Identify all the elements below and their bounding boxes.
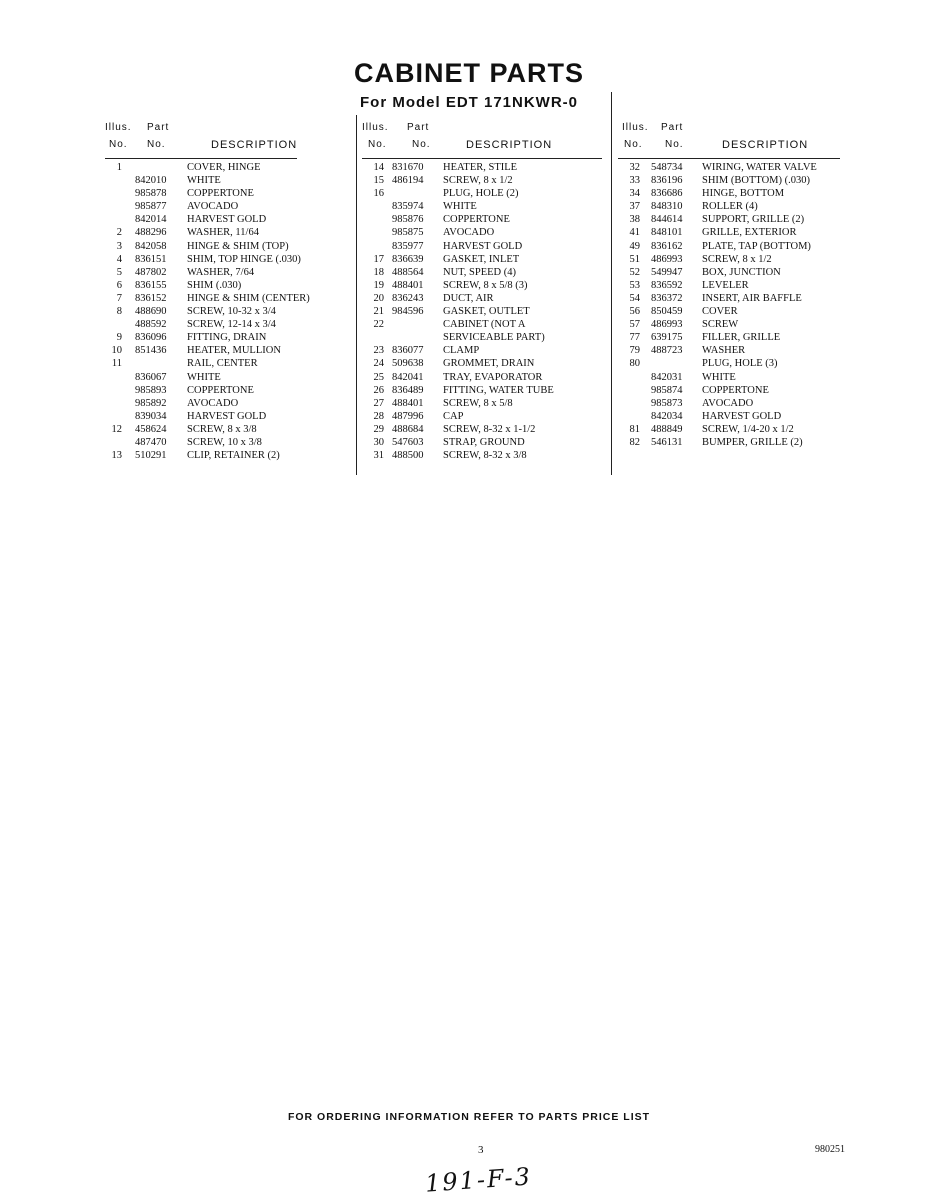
part-description: WHITE	[702, 371, 736, 383]
part-description: SHIM (BOTTOM) (.030)	[702, 175, 811, 187]
part-description: PLUG, HOLE (3)	[702, 358, 778, 370]
illus-number: 20	[373, 292, 384, 304]
part-number: 548734	[651, 162, 683, 173]
part-number: 488564	[392, 266, 424, 278]
part-number: 850459	[651, 306, 683, 318]
table-row	[105, 358, 297, 371]
table-row	[105, 345, 297, 358]
part-number: 487470	[135, 436, 167, 448]
part-description: WIRING, WATER VALVE	[702, 162, 817, 173]
part-description: SCREW	[702, 319, 739, 331]
table-row	[618, 227, 840, 240]
illus-number: 27	[373, 397, 384, 409]
illus-number: 18	[373, 266, 384, 278]
part-description: SCREW, 8-32 x 3/8	[443, 450, 527, 462]
part-description: PLUG, HOLE (2)	[443, 188, 519, 200]
part-description: AVOCADO	[443, 227, 495, 239]
part-number: 839034	[135, 410, 167, 422]
table-row	[618, 267, 840, 280]
table-row	[362, 398, 602, 411]
part-description: AVOCADO	[187, 397, 239, 409]
illus-number: 2	[116, 227, 122, 239]
part-description: SCREW, 8 x 5/8 (3)	[443, 279, 528, 291]
model-subtitle: For Model EDT 171NKWR-0	[360, 94, 579, 111]
part-number: 848310	[651, 201, 683, 213]
part-number: 639175	[651, 332, 683, 344]
table-row	[105, 280, 297, 293]
part-description: CLAMP	[443, 345, 480, 357]
part-number: 488401	[392, 279, 424, 291]
part-number: 488723	[651, 345, 683, 357]
table-row	[362, 227, 602, 240]
handwritten-note: 191-F-3	[424, 1162, 533, 1198]
part-number: 851436	[135, 345, 167, 357]
part-description: SERVICEABLE PART)	[443, 332, 545, 344]
table-row	[362, 188, 602, 201]
table-row	[105, 450, 297, 463]
part-description: BUMPER, GRILLE (2)	[702, 436, 803, 448]
part-number: 831670	[392, 162, 424, 173]
part-description: WASHER	[702, 345, 746, 357]
table-row	[105, 175, 297, 188]
part-description: HARVEST GOLD	[702, 410, 782, 422]
illus-number: 25	[373, 371, 384, 383]
column-header	[618, 122, 840, 159]
table-row	[362, 293, 602, 306]
part-description: COVER, HINGE	[187, 162, 261, 173]
illus-number: 34	[629, 188, 640, 200]
table-row	[105, 214, 297, 227]
illus-number: 49	[629, 240, 640, 252]
part-number: 486993	[651, 319, 683, 331]
table-row	[362, 306, 602, 319]
parts-column-3	[618, 122, 840, 450]
table-row	[105, 267, 297, 280]
part-description: CAP	[443, 410, 464, 422]
part-description: SHIM (.030)	[187, 279, 242, 291]
header-description: DESCRIPTION	[722, 139, 809, 151]
illus-number: 53	[629, 279, 640, 291]
part-number: 844614	[651, 214, 683, 226]
part-number: 835977	[392, 240, 424, 252]
table-row	[362, 385, 602, 398]
part-description: TRAY, EVAPORATOR	[443, 371, 543, 383]
part-description: WASHER, 11/64	[187, 227, 259, 239]
part-number: 985874	[651, 384, 683, 396]
part-number: 488500	[392, 450, 424, 462]
table-row	[362, 372, 602, 385]
part-description: COPPERTONE	[702, 384, 769, 396]
illus-number: 37	[629, 201, 640, 213]
part-description: SCREW, 12-14 x 3/4	[187, 319, 276, 331]
part-number: 842010	[135, 175, 167, 187]
part-number: 486194	[392, 175, 424, 187]
part-number: 488296	[135, 227, 167, 239]
table-row	[362, 201, 602, 214]
illus-number: 33	[629, 175, 640, 187]
header-part: Part	[661, 122, 684, 133]
header-illus: Illus.	[362, 122, 389, 133]
table-row	[105, 385, 297, 398]
illus-number: 6	[116, 279, 122, 291]
part-number: 985873	[651, 397, 683, 409]
part-description: ROLLER (4)	[702, 201, 758, 213]
table-row	[362, 358, 602, 371]
column-divider-right	[611, 92, 612, 475]
illus-number: 51	[629, 253, 640, 265]
table-row	[618, 398, 840, 411]
illus-number: 29	[373, 423, 384, 435]
illus-number: 7	[116, 292, 122, 304]
part-description: SCREW, 8 x 1/2	[443, 175, 513, 187]
table-row	[105, 319, 297, 332]
table-row	[105, 398, 297, 411]
part-number: 836155	[135, 279, 167, 291]
illus-number: 11	[111, 358, 122, 370]
part-description: FITTING, WATER TUBE	[443, 384, 554, 396]
part-number: 985893	[135, 384, 167, 396]
table-row	[362, 411, 602, 424]
illus-number: 9	[116, 332, 122, 344]
illus-number: 79	[629, 345, 640, 357]
part-description: FILLER, GRILLE	[702, 332, 781, 344]
header-part: Part	[147, 122, 170, 133]
illus-number: 24	[373, 358, 384, 370]
illus-number: 82	[629, 436, 640, 448]
column-divider-left	[356, 115, 357, 475]
part-description: NUT, SPEED (4)	[443, 266, 517, 278]
part-number: 547603	[392, 436, 424, 448]
part-number: 836096	[135, 332, 167, 344]
illus-number: 52	[629, 266, 640, 278]
table-row	[618, 188, 840, 201]
part-number: 842058	[135, 240, 167, 252]
illus-number: 14	[373, 162, 384, 173]
part-description: INSERT, AIR BAFFLE	[702, 292, 802, 304]
header-part-no: No.	[147, 139, 166, 150]
header-part-no: No.	[412, 139, 431, 150]
column-header	[105, 122, 297, 159]
illus-number: 12	[111, 423, 122, 435]
part-description: GRILLE, EXTERIOR	[702, 227, 797, 239]
part-description: SCREW, 8 x 3/8	[187, 423, 257, 435]
part-number: 486993	[651, 253, 683, 265]
table-row	[362, 267, 602, 280]
part-number: 985876	[392, 214, 424, 226]
table-row	[618, 319, 840, 332]
part-description: COPPERTONE	[443, 214, 510, 226]
illus-number: 19	[373, 279, 384, 291]
table-row	[618, 372, 840, 385]
part-number: 510291	[135, 450, 167, 462]
illus-number: 22	[373, 319, 384, 331]
part-number: 487996	[392, 410, 424, 422]
part-description: AVOCADO	[702, 397, 754, 409]
table-row	[618, 201, 840, 214]
page-number: 3	[478, 1144, 484, 1156]
header-part: Part	[407, 122, 430, 133]
table-row	[105, 162, 297, 175]
table-row	[105, 188, 297, 201]
part-description: SUPPORT, GRILLE (2)	[702, 214, 805, 226]
table-row	[618, 385, 840, 398]
part-number: 836196	[651, 175, 683, 187]
part-description: WHITE	[443, 201, 477, 213]
page-title: CABINET PARTS	[353, 58, 584, 88]
table-row	[362, 280, 602, 293]
table-row	[618, 280, 840, 293]
illus-number: 41	[629, 227, 640, 239]
part-number: 835974	[392, 201, 424, 213]
part-description: COPPERTONE	[187, 188, 254, 200]
illus-number: 77	[629, 332, 640, 344]
part-description: SCREW, 8 x 1/2	[702, 253, 772, 265]
part-description: SCREW, 10-32 x 3/4	[187, 306, 276, 318]
part-number: 488684	[392, 423, 424, 435]
part-number: 836243	[392, 292, 424, 304]
part-number: 487802	[135, 266, 167, 278]
table-row	[618, 162, 840, 175]
header-description: DESCRIPTION	[466, 139, 553, 151]
part-description: SCREW, 1/4-20 x 1/2	[702, 423, 794, 435]
part-description: FITTING, DRAIN	[187, 332, 267, 344]
part-description: WHITE	[187, 175, 221, 187]
illus-number: 57	[629, 319, 640, 331]
part-description: CABINET (NOT A	[443, 319, 526, 331]
part-description: HINGE & SHIM (TOP)	[187, 240, 289, 252]
table-row	[105, 292, 310, 306]
table-row	[618, 241, 840, 254]
part-description: HINGE & SHIM (CENTER)	[187, 292, 310, 304]
table-row	[618, 411, 840, 424]
table-row	[105, 306, 297, 319]
part-number: 836639	[392, 253, 424, 265]
part-number: 842034	[651, 410, 683, 422]
table-row	[105, 332, 297, 345]
table-row	[362, 332, 602, 345]
part-description: BOX, JUNCTION	[702, 266, 781, 278]
table-row	[362, 254, 602, 267]
part-number: 836067	[135, 371, 167, 383]
table-row	[618, 345, 840, 358]
illus-number: 81	[629, 423, 640, 435]
part-number: 848101	[651, 227, 683, 239]
parts-column-1	[105, 122, 310, 463]
part-number: 985878	[135, 188, 167, 200]
table-row	[618, 437, 840, 450]
parts-column-2	[362, 122, 602, 463]
illus-number: 16	[373, 188, 384, 200]
table-row	[618, 358, 840, 371]
part-description: HEATER, MULLION	[187, 345, 281, 357]
part-description: GROMMET, DRAIN	[443, 358, 535, 370]
illus-number: 21	[373, 306, 384, 318]
illus-number: 28	[373, 410, 384, 422]
table-row	[362, 424, 602, 437]
part-number: 836151	[135, 253, 167, 265]
illus-number: 1	[116, 162, 122, 173]
illus-number: 3	[116, 240, 122, 252]
part-number: 836686	[651, 188, 683, 200]
part-number: 842014	[135, 214, 167, 226]
part-description: CLIP, RETAINER (2)	[187, 450, 280, 462]
part-number: 836592	[651, 279, 683, 291]
part-number: 488849	[651, 423, 683, 435]
illus-number: 8	[116, 306, 122, 318]
part-description: WHITE	[187, 371, 221, 383]
table-row	[362, 241, 602, 254]
part-description: HARVEST GOLD	[187, 410, 267, 422]
table-row	[618, 175, 840, 188]
part-description: SHIM, TOP HINGE (.030)	[187, 253, 301, 265]
part-description: PLATE, TAP (BOTTOM)	[702, 240, 811, 252]
header-part-no: No.	[665, 139, 684, 150]
table-row	[105, 411, 297, 424]
header-illus-no: No.	[368, 139, 387, 150]
illus-number: 15	[373, 175, 384, 187]
part-description: AVOCADO	[187, 201, 239, 213]
header-illus: Illus.	[622, 122, 649, 133]
part-description: HEATER, STILE	[443, 162, 518, 173]
header-description: DESCRIPTION	[211, 139, 298, 151]
part-number: 842041	[392, 371, 424, 383]
table-row	[362, 450, 602, 463]
table-row	[362, 214, 602, 227]
part-number: 458624	[135, 423, 167, 435]
table-row	[618, 293, 840, 306]
illus-number: 31	[373, 450, 384, 462]
table-row	[362, 319, 602, 332]
part-number: 488592	[135, 319, 167, 331]
illus-number: 30	[373, 436, 384, 448]
document-number: 980251	[815, 1144, 845, 1155]
table-row	[618, 254, 840, 267]
part-number: 985875	[392, 227, 424, 239]
part-number: 546131	[651, 436, 683, 448]
header-illus: Illus.	[105, 122, 132, 133]
table-row	[618, 306, 840, 319]
part-description: COPPERTONE	[187, 384, 254, 396]
part-number: 549947	[651, 266, 683, 278]
table-row	[105, 201, 297, 214]
illus-number: 38	[629, 214, 640, 226]
part-number: 985877	[135, 201, 167, 213]
illus-number: 5	[116, 266, 122, 278]
header-illus-no: No.	[624, 139, 643, 150]
illus-number: 80	[629, 358, 640, 370]
part-number: 836489	[392, 384, 424, 396]
table-row	[362, 345, 602, 358]
table-row	[105, 372, 297, 385]
illus-number: 32	[629, 162, 640, 173]
part-number: 836372	[651, 292, 683, 304]
part-description: LEVELER	[702, 279, 749, 291]
part-number: 488401	[392, 397, 424, 409]
illus-number: 23	[373, 345, 384, 357]
table-row	[105, 253, 301, 267]
part-number: 509638	[392, 358, 424, 370]
part-number: 488690	[135, 306, 167, 318]
part-number: 985892	[135, 397, 167, 409]
part-number: 836152	[135, 292, 167, 304]
illus-number: 56	[629, 306, 640, 318]
part-number: 842031	[651, 371, 683, 383]
table-row	[105, 424, 297, 437]
part-description: STRAP, GROUND	[443, 436, 525, 448]
part-description: GASKET, INLET	[443, 253, 520, 265]
part-number: 836162	[651, 240, 683, 252]
illus-number: 10	[111, 345, 122, 357]
part-number: 836077	[392, 345, 424, 357]
part-description: HARVEST GOLD	[443, 240, 523, 252]
illus-number: 17	[373, 253, 384, 265]
part-description: WASHER, 7/64	[187, 266, 255, 278]
part-description: GASKET, OUTLET	[443, 306, 530, 318]
table-row	[618, 332, 840, 345]
part-description: HINGE, BOTTOM	[702, 188, 785, 200]
part-description: RAIL, CENTER	[187, 358, 258, 370]
part-description: HARVEST GOLD	[187, 214, 267, 226]
table-row	[618, 214, 840, 227]
part-description: DUCT, AIR	[443, 292, 494, 304]
part-description: COVER	[702, 306, 738, 318]
illus-number: 54	[629, 292, 640, 304]
table-row	[618, 424, 840, 437]
table-row	[362, 175, 602, 188]
ordering-note: FOR ORDERING INFORMATION REFER TO PARTS PRICE LIST	[287, 1111, 651, 1123]
part-description: SCREW, 8-32 x 1-1/2	[443, 423, 536, 435]
table-row	[105, 437, 297, 450]
illus-number: 4	[116, 253, 122, 265]
part-description: SCREW, 10 x 3/8	[187, 436, 262, 448]
table-row	[362, 162, 602, 175]
table-row	[105, 241, 297, 254]
part-number: 984596	[392, 306, 424, 318]
part-description: SCREW, 8 x 5/8	[443, 397, 513, 409]
header-illus-no: No.	[109, 139, 128, 150]
table-row	[362, 437, 602, 450]
table-row	[105, 227, 297, 240]
illus-number: 26	[373, 384, 384, 396]
illus-number: 13	[111, 450, 122, 462]
column-header	[362, 122, 602, 159]
